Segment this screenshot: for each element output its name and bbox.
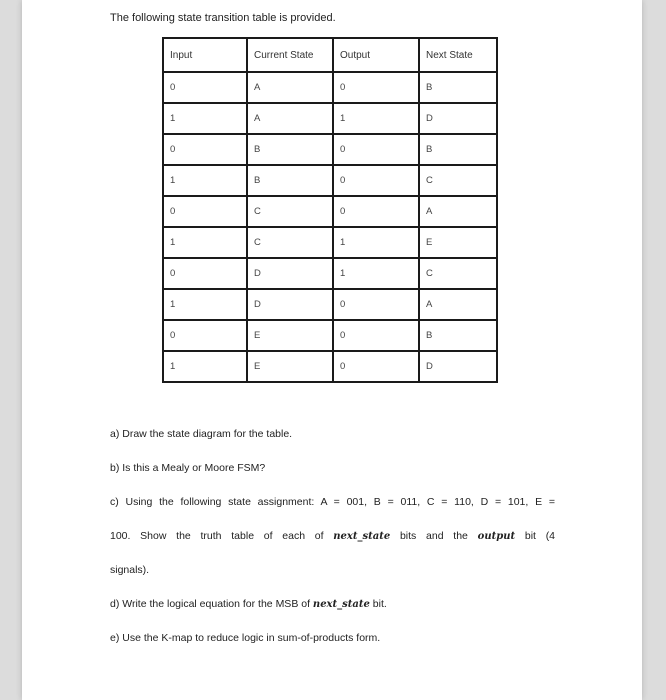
next-state-term: next_state — [312, 599, 370, 610]
cell-next-state: A — [419, 196, 497, 227]
cell-input: 0 — [163, 134, 247, 165]
cell-input: 1 — [163, 103, 247, 134]
cell-next-state: C — [419, 165, 497, 196]
cell-input: 0 — [163, 196, 247, 227]
cell-next-state: D — [419, 103, 497, 134]
cell-output: 0 — [333, 196, 419, 227]
cell-current-state: E — [247, 351, 333, 382]
cell-next-state: B — [419, 134, 497, 165]
cell-output: 0 — [333, 134, 419, 165]
cell-next-state: A — [419, 289, 497, 320]
question-c-line3: signals). — [110, 564, 150, 576]
cell-current-state: C — [247, 196, 333, 227]
question-c-line1: c) Using the following state assignment: A = 001, B = 011, C = 110, D = 101, E = — [110, 496, 555, 508]
cell-output: 0 — [333, 165, 419, 196]
cell-input: 1 — [163, 165, 247, 196]
cell-input: 1 — [163, 351, 247, 382]
question-c-text-2: bits and the — [399, 530, 468, 542]
cell-current-state: C — [247, 227, 333, 258]
cell-output: 0 — [333, 320, 419, 351]
next-state-term: next_state — [333, 531, 391, 542]
question-b: b) Is this a Mealy or Moore FSM? — [110, 462, 266, 474]
header-current-state: Current State — [247, 38, 333, 72]
header-output: Output — [333, 38, 419, 72]
header-next-state: Next State — [419, 38, 497, 72]
table-row — [163, 227, 497, 258]
cell-next-state: C — [419, 258, 497, 289]
cell-next-state: D — [419, 351, 497, 382]
cell-current-state: B — [247, 134, 333, 165]
table-row — [163, 289, 497, 320]
question-d-text-1: d) Write the logical equation for the MSB of — [110, 598, 310, 610]
cell-output: 0 — [333, 289, 419, 320]
table-row — [163, 258, 497, 289]
table-row — [163, 351, 497, 382]
cell-next-state: E — [419, 227, 497, 258]
table-header-row — [163, 38, 497, 72]
question-d-text-2: bit. — [372, 598, 387, 610]
cell-input: 0 — [163, 258, 247, 289]
cell-output: 1 — [333, 258, 419, 289]
question-c-text-3: bit (4 — [524, 530, 556, 542]
cell-output: 1 — [333, 227, 419, 258]
table-row — [163, 72, 497, 103]
cell-input: 0 — [163, 72, 247, 103]
cell-current-state: B — [247, 165, 333, 196]
cell-next-state: B — [419, 320, 497, 351]
state-transition-table — [162, 37, 498, 383]
cell-input: 1 — [163, 227, 247, 258]
table-row — [163, 196, 497, 227]
header-input: Input — [163, 38, 247, 72]
output-term: output — [477, 531, 516, 542]
cell-input: 1 — [163, 289, 247, 320]
cell-current-state: A — [247, 72, 333, 103]
cell-next-state: B — [419, 72, 497, 103]
question-a: a) Draw the state diagram for the table. — [110, 428, 293, 440]
table-row — [163, 165, 497, 196]
table-row — [163, 103, 497, 134]
table-row — [163, 320, 497, 351]
document-page — [22, 0, 642, 700]
cell-output: 1 — [333, 103, 419, 134]
question-c-line2 — [110, 530, 555, 542]
cell-current-state: D — [247, 289, 333, 320]
cell-output: 0 — [333, 72, 419, 103]
cell-output: 0 — [333, 351, 419, 382]
cell-input: 0 — [163, 320, 247, 351]
question-c-text-1: 100. Show the truth table of each of — [110, 530, 324, 542]
cell-current-state: E — [247, 320, 333, 351]
cell-current-state: A — [247, 103, 333, 134]
question-e: e) Use the K-map to reduce logic in sum-of-products form. — [110, 632, 381, 644]
intro-text: The following state transition table is provided. — [110, 12, 336, 24]
question-d — [110, 598, 387, 610]
table-row — [163, 134, 497, 165]
cell-current-state: D — [247, 258, 333, 289]
